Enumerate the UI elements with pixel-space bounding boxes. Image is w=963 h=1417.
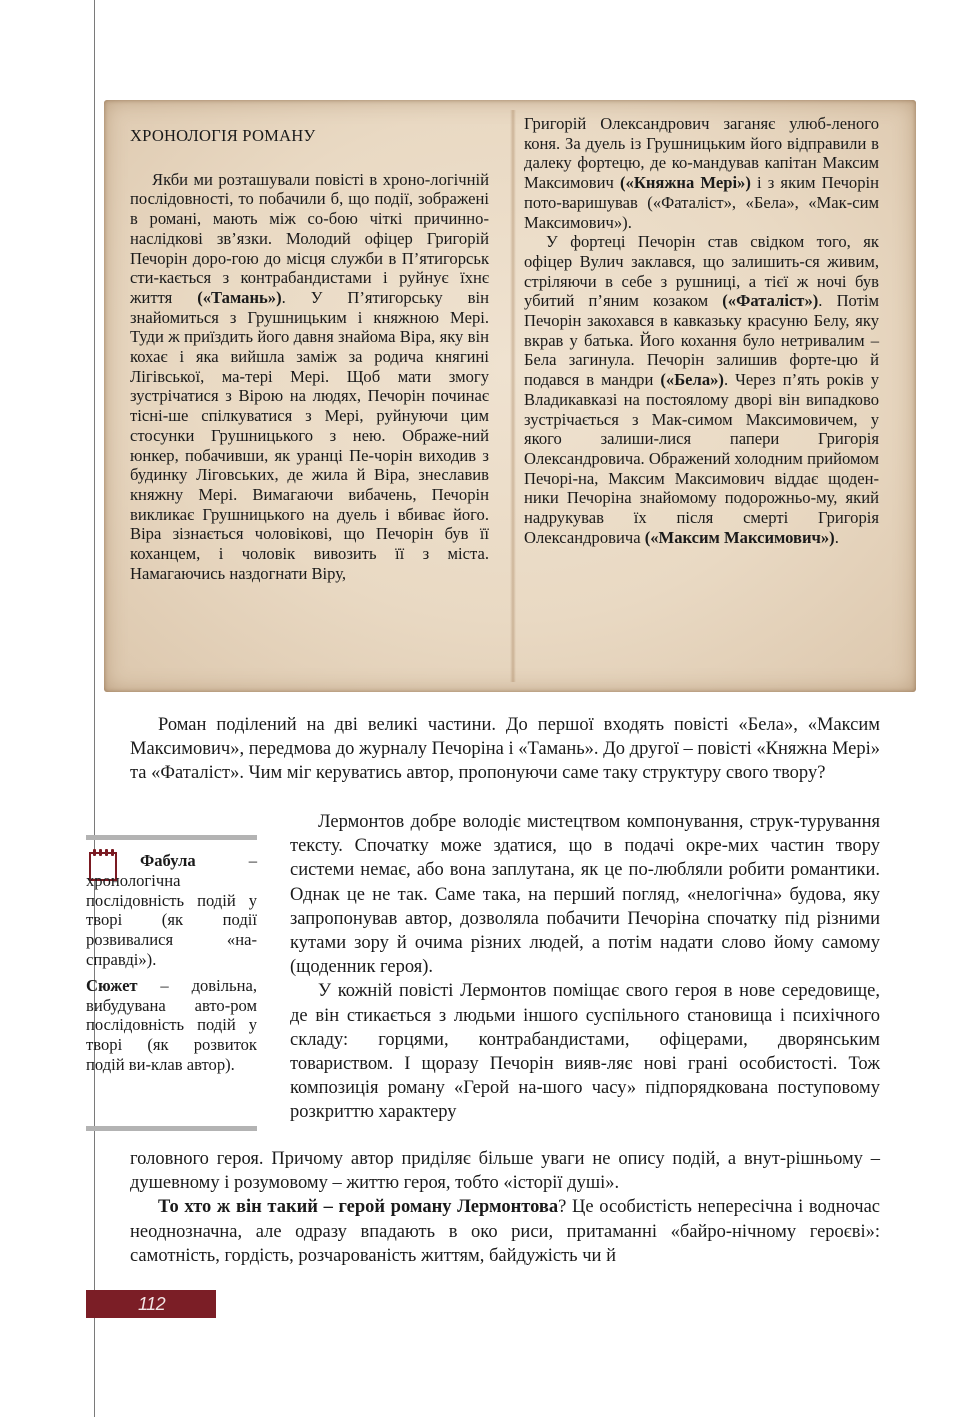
intro-paragraph-block	[130, 713, 880, 786]
body-paragraph: Лермонтов добре володіє мистецтвом компонування, струк-турування тексту. Спочатку може здатися, що в подачі окре-мих частин твору системи немає, або вона заплутана, як це по-любляли робити романтики. Однак це не так. Саме така, на перший погляд, «нелогічна» будова, яку запропонував автор, дозволяла побачити Печоріна спочатку під різними кутами зору й очима різних людей, а потім надати слово йому самому (щоденник героя).	[290, 812, 880, 978]
term-siuzhet: Сюжет	[86, 975, 138, 995]
term-fabula: Фабула	[140, 851, 196, 870]
sidebar-top-rule	[86, 835, 257, 840]
sidebar-text	[86, 851, 257, 1075]
story-reference: («Максим Максимович»)	[644, 527, 835, 547]
definition-siuzhet: Сюжет – довільна, вибудувана авто-ром послідовність подій у творі (як розвиток подій ви-клав автор).	[86, 975, 257, 1074]
chronology-paragraph: Якби ми розташували повісті в хроно-логічній послідовності, то побачили б, що події, зображені в романі, мають між со-бою чіткі причинно-наслідкові зв’язки. Молодий офіцер Григорій Печорін доро-гою до місця служби в П’ятигорськ сти-кається з контрабандистами і руйнує їхнє життя («Тамань»). У П’ятигорську він знайомиться з Грушницьким і княжною Мері. Туди ж приїздить його давня знайома Віра, яку він кохає і яка вийшла заміж за родича княгині Лігівської, ма-тері Мері. Щоб мати змогу зустрічатися з Вірою на людях, Печорін починає тісні-ше спілкуватися з Мері, руйнуючи цим стосунки Грушницького з нею. Ображе-ний юнкер, побачивши, як уранці Пе-чорін виходив з будинку Ліговських, де жила й Віра, знеславив княжну Мері. Вимагаючи вибачень, Печорін викликає Грушницького на дуель і вбиває його. Віра зізнається чоловікові, що Печорін був її коханцем, і чоловік вивозить її з міста. Намагаючись наздогнати Віру,	[130, 169, 489, 583]
body-paragraph: Роман поділений на дві великі частини. До першої входять повісті «Бела», «Максим Максимович», передмова до журналу Печоріна і «Тамань». До другої – повісті «Княжна Мері» та «Фаталіст». Чим міг керуватись автор, пропонуючи саме таку структуру свого твору?	[130, 715, 880, 784]
chronology-box	[104, 100, 916, 692]
bold-question: То хто ж він такий – герой роману Лермонтова	[158, 1197, 559, 1218]
definitions-sidebar	[86, 835, 257, 1074]
sidebar-bottom-rule	[86, 1126, 257, 1131]
chronology-paragraph: У фортеці Печорін став свідком того, як офіцер Вулич заклався, що залишить-ся живим, стріляючи в себе з рушниці, а тієї ж ночі був убитий п’яним козаком («Фаталіст»). Потім Печорін закохався в кавказьку красуню Белу, яку вкрав у батька. Його кохання було нетривалим – Бела загинула. Печорін залишив форте-цю й подався в мандри («Бела»). Через п’ять років у Владикавказі на постоялому дворі він випадково зустрічається з Мак-симом Максимовичем, у якого залиши-лися папери Григорія Олександровича. Ображений холодним прийомом Печорі-на, Максим Максимович віддає щоден-ники Печоріна знайомому подорожньо-му, який надрукував їх після смерті Григорія Олександровича («Максим Максимович»).	[524, 232, 879, 547]
story-reference: («Фаталіст»)	[722, 291, 819, 311]
definition-fabula: Фабула – хронологічна послідовність подій у творі (як події розвивалися «на-справді»).	[86, 851, 257, 969]
chronology-left-column	[130, 114, 489, 583]
wrapped-text-block	[290, 810, 880, 1125]
bottom-text-block	[130, 1147, 880, 1268]
page-number: 112	[86, 1290, 216, 1318]
story-reference: («Княжна Мері»)	[620, 173, 751, 193]
body-paragraph: У кожній повісті Лермонтов поміщає свого героя в нове середовище, де він стикається з людьми іншого суспільного становища і психічного складу: горцями, контрабандистами, офіцерами, дворянським товариством. І щоразу Печорін вияв-ляє нові грані особистості. Тож композиція роману «Герой на-шого часу» підпорядкована поступовому розкриттю характеру	[290, 981, 880, 1123]
margin-line	[94, 0, 95, 1417]
story-reference: («Бела»)	[660, 370, 724, 390]
chronology-paragraph: Григорій Олександрович заганяє улюб-леного коня. За дуель із Грушницьким його відправили в далеку фортецю, де ко-мандував капітан Максим Максимович («Княжна Мері») і з яким Печорін пото-варишував («Фаталіст», «Бела», «Мак-сим Максимович»).	[524, 114, 879, 232]
body-paragraph-continuation: головного героя. Причому автор приділяє більше уваги не опису подій, а внут-рішньому – душевному і розумовому – життю героя, тобто «історії душі».	[130, 1149, 880, 1194]
chronology-title: ХРОНОЛОГІЯ РОМАНУ	[130, 126, 316, 145]
story-reference: («Тамань»)	[197, 287, 282, 307]
body-paragraph: То хто ж він такий – герой роману Лермонтова? Це особистість непересічна і водночас неоднозначна, але одразу впадають в око риси, притаманні «байро-нічному героєві»: самотність, гордість, розчарованість життям, байдужість чи й	[130, 1197, 880, 1266]
chronology-right-column	[524, 114, 879, 547]
